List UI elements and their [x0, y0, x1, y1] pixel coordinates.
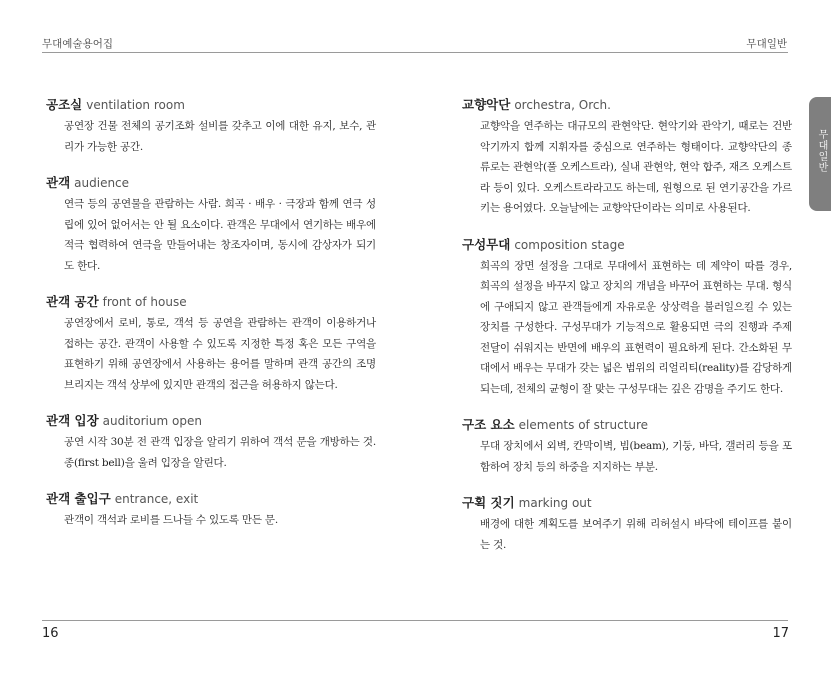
- term-korean: 구조 요소: [462, 417, 515, 432]
- right-page-column: [462, 95, 792, 571]
- term-korean: 관객 입장: [46, 413, 99, 428]
- entry-term: [46, 411, 376, 430]
- term-english: orchestra, Orch.: [514, 98, 611, 112]
- term-definition: 배경에 대한 계획도를 보여주기 위해 리허설시 바닥에 테이프를 붙이는 것.: [480, 518, 792, 551]
- header-section-title: 무대일반: [746, 38, 787, 50]
- glossary-entry: [462, 235, 792, 400]
- term-definition: 공연 시작 30분 전 관객 입장을 알리기 위하여 객석 문을 개방하는 것. 종(first bell)을 울려 입장을 알린다.: [64, 436, 376, 469]
- term-english: composition stage: [514, 237, 625, 252]
- term-english: elements of structure: [518, 418, 649, 432]
- glossary-entry: [462, 95, 792, 219]
- glossary-entry: [46, 292, 376, 395]
- glossary-entry: [46, 411, 376, 473]
- glossary-entry: [462, 493, 792, 555]
- header-divider: [42, 52, 788, 53]
- page-number-right: 17: [772, 626, 789, 641]
- term-definition: 연극 등의 공연물을 관람하는 사람. 희곡 · 배우 · 극장과 함께 연극 성립에 있어 없어서는 안 될 요소이다. 관객은 무대에서 연기하는 배우에 적극 협력하여 연극을 만들어내는 창조자이며, 동시에 감상자가 되기도 한다.: [64, 198, 376, 272]
- header-book-title: 무대예술용어집: [42, 38, 114, 50]
- term-korean: 구성무대: [462, 236, 511, 252]
- term-english: marking out: [518, 496, 592, 510]
- entry-term: [462, 95, 792, 114]
- term-english: auditorium open: [102, 414, 202, 428]
- entry-term: [46, 489, 376, 508]
- term-korean: 관객: [46, 175, 71, 190]
- page-number-left: 16: [42, 626, 59, 641]
- term-korean: 관객 출입구: [46, 491, 111, 506]
- term-korean: 교향악단: [462, 97, 511, 112]
- entry-term: [462, 415, 792, 434]
- entry-term: [46, 173, 376, 192]
- term-korean: 구획 짓기: [462, 495, 515, 510]
- left-page-column: [46, 95, 376, 547]
- section-side-tab[interactable]: [809, 97, 831, 211]
- footer-divider: [42, 620, 788, 621]
- term-definition: 공연장에서 로비, 통로, 객석 등 공연을 관람하는 관객이 이용하거나 접하는 공간. 관객이 사용할 수 있도록 지정한 특정 혹은 모든 구역을 표현하기 위해 공연장에서 사용하는 용어를 말하며 관객 공간의 조명브리지는 객석 상부에 있지만 관객의 접근을 허용하지 않는다.: [64, 317, 376, 391]
- term-english: front of house: [102, 295, 187, 309]
- term-definition: 공연장 건물 전체의 공기조화 설비를 갖추고 이에 대한 유지, 보수, 관리가 가능한 공간.: [64, 120, 376, 153]
- term-english: entrance, exit: [114, 492, 199, 506]
- glossary-entry: [46, 489, 376, 531]
- term-definition: 희곡의 장면 설정을 그대로 무대에서 표현하는 데 제약이 따를 경우, 희곡의 설정을 바꾸지 않고 장치의 개념을 바꾸어 표현하는 무대. 형식에 구애되지 않고 관객들에게 자유로운 상상력을 불러일으킬 수 있는 장치를 구성한다. 구성무대가 기능적으로 활용되면 극의 진행과 주제 전달이 쉬워지는 반면에 배우의 표현력이 필요하게 된다. 간소화된 무대에서 배우는 무대가 갖는 넓은 범위의 리얼리티(reality)를 감당하게 되는데, 전체의 균형이 잘 맞는 구성무대는 깊은 감명을 주기도 한다.: [480, 259, 792, 395]
- side-tab-label: 무대일반: [816, 129, 827, 173]
- term-english: ventilation room: [86, 98, 185, 112]
- glossary-entry: [462, 415, 792, 477]
- glossary-entry: [46, 95, 376, 157]
- glossary-entry: [46, 173, 376, 276]
- term-definition: 교향악을 연주하는 대규모의 관현악단. 현악기와 관악기, 때로는 건반 악기까지 합께 지휘자를 중심으로 연주하는 형태이다. 교향악단의 종류로는 관현악(풀 오케스트라), 실내 관현악, 현악 합주, 재즈 오케스트라 등이 있다. 오케스트라라고도 하는데, 원형으로 된 연기공간을 가르키는 용어였다. 오늘날에는 교향악단이라는 의미로 사용된다.: [480, 120, 792, 214]
- term-korean: 관객 공간: [46, 294, 99, 309]
- entry-term: [46, 95, 376, 114]
- entry-term: [462, 493, 792, 512]
- entry-term: [46, 292, 376, 311]
- term-korean: 공조실: [46, 97, 83, 112]
- term-english: audience: [74, 176, 130, 190]
- term-definition: 관객이 객석과 로비를 드나들 수 있도록 만든 문.: [64, 514, 279, 526]
- term-definition: 무대 장치에서 외벽, 칸막이벽, 빔(beam), 기둥, 바닥, 갤러리 등을 포함하여 장치 등의 하중을 지지하는 부분.: [480, 440, 792, 473]
- entry-term: [462, 235, 792, 254]
